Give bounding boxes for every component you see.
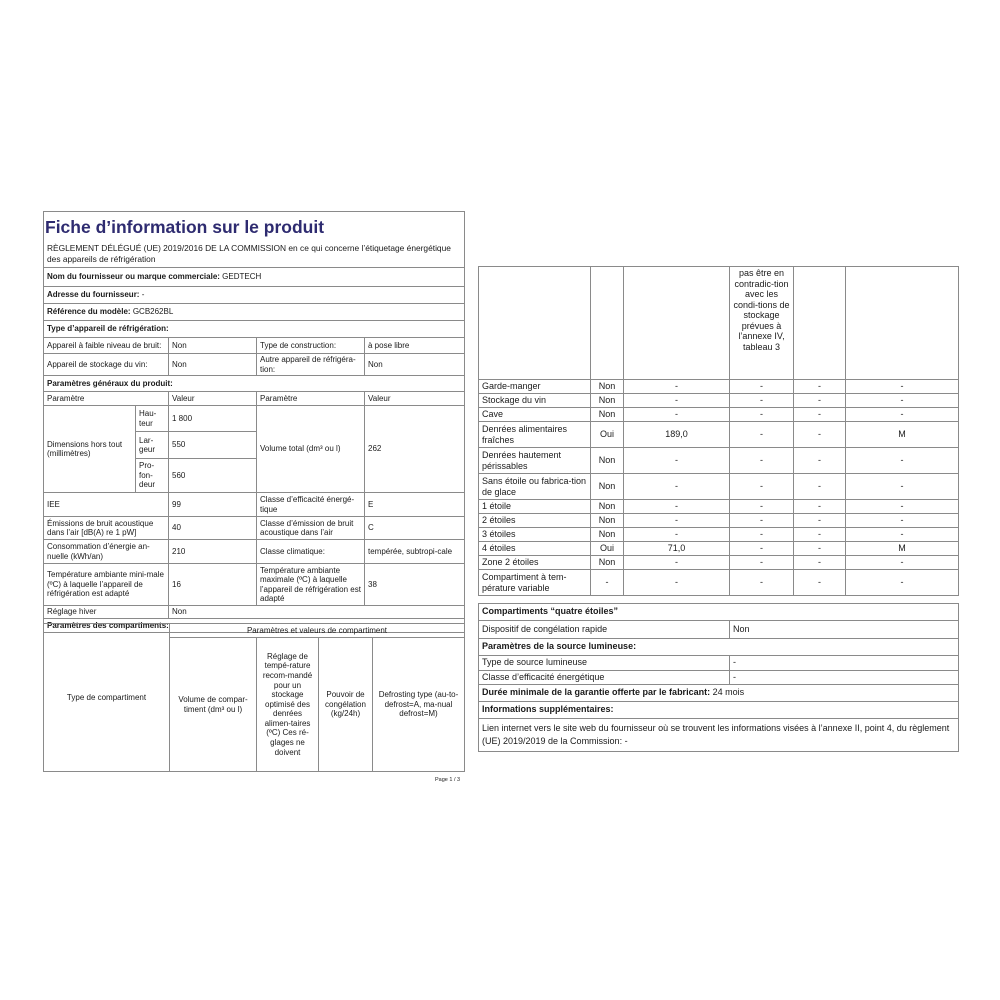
supplier-link-row xyxy=(479,719,959,752)
continued-type-cell xyxy=(479,267,591,380)
compartment-name: 2 étoiles xyxy=(479,514,591,528)
energy-class-value: E xyxy=(365,493,465,517)
col-compartment-type: Type de compartiment xyxy=(44,624,170,772)
col-freezing-capacity: Pouvoir de congélation (kg/24h) xyxy=(319,638,373,772)
address-row xyxy=(44,287,465,304)
compartment-temp: - xyxy=(730,422,794,448)
compartment-temp: - xyxy=(730,394,794,408)
compartment-present: Non xyxy=(591,556,624,570)
compartment-volume: - xyxy=(624,570,730,596)
address-label: Adresse du fournisseur: xyxy=(47,290,140,300)
compartment-defrost: M xyxy=(846,542,959,556)
compartment-defrost: - xyxy=(846,556,959,570)
max-temp-value: 38 xyxy=(365,564,465,606)
fast-freeze-value: Non xyxy=(730,621,959,639)
compartment-defrost: - xyxy=(846,474,959,500)
compartment-present: - xyxy=(591,570,624,596)
light-class-label: Classe d’efficacité énergétique xyxy=(479,671,730,685)
min-temp-label: Température ambiante mini-male (ºC) à laquelle l’appareil de réfrigération est adapté xyxy=(44,564,169,606)
extra-info-header: Informations supplémentaires: xyxy=(479,702,959,719)
compartment-temp: - xyxy=(730,556,794,570)
continued-temp-note: pas être en contradic-tion avec les condi-tions de stockage prévues à l’annexe IV, tableau 3 xyxy=(730,267,794,380)
compartment-volume: - xyxy=(624,474,730,500)
supplier-link-text: Lien internet vers le site web du fournisseur où se trouvent les informations visées à l’annexe II, point 4, du règlement (UE) 2019/2019 de la Commission: xyxy=(482,723,950,746)
compartment-volume: 189,0 xyxy=(624,422,730,448)
compartment-volume: - xyxy=(624,394,730,408)
continued-volume-cell xyxy=(624,267,730,380)
compartment-freezing: - xyxy=(794,542,846,556)
col-defrosting-type: Defrosting type (au-to-defrost=A, ma-nual defrost=M) xyxy=(373,638,465,772)
supplier-label: Nom du fournisseur ou marque commerciale: xyxy=(47,272,220,282)
table-row xyxy=(479,556,959,570)
compartment-temp: - xyxy=(730,570,794,596)
compartment-name: 3 étoiles xyxy=(479,528,591,542)
compartment-temp: - xyxy=(730,528,794,542)
compartment-defrost: M xyxy=(846,422,959,448)
warranty-label: Durée minimale de la garantie offerte par le fabricant: xyxy=(482,687,711,698)
consumption-value: 210 xyxy=(169,540,257,564)
compartment-name: Cave xyxy=(479,408,591,422)
compartment-volume: - xyxy=(624,448,730,474)
noise-class-label: Classe d’émission de bruit acoustique dans l’air xyxy=(257,517,365,540)
winter-setting-value: Non xyxy=(169,606,465,619)
iee-value: 99 xyxy=(169,493,257,517)
height-label: Hau-teur xyxy=(136,406,169,432)
light-type-value: - xyxy=(730,656,959,671)
col-compartment-volume: Volume de compar-timent (dm³ ou l) xyxy=(170,638,257,772)
table-row xyxy=(479,500,959,514)
compartment-defrost: - xyxy=(846,380,959,394)
other-appliance-label: Autre appareil de réfrigéra-tion: xyxy=(257,354,365,376)
winter-setting-label: Réglage hiver xyxy=(44,606,169,619)
compartment-freezing: - xyxy=(794,528,846,542)
compartment-freezing: - xyxy=(794,556,846,570)
compartment-temp: - xyxy=(730,474,794,500)
low-noise-label: Appareil à faible niveau de bruit: xyxy=(44,338,169,354)
compartment-present: Non xyxy=(591,408,624,422)
noise-value: 40 xyxy=(169,517,257,540)
compartment-temp: - xyxy=(730,380,794,394)
low-noise-value: Non xyxy=(169,338,257,354)
table-row xyxy=(479,408,959,422)
energy-class-label: Classe d’efficacité énergé-tique xyxy=(257,493,365,517)
compartment-volume: 71,0 xyxy=(624,542,730,556)
compartment-name: Garde-manger xyxy=(479,380,591,394)
wine-value: Non xyxy=(169,354,257,376)
compartment-name: 4 étoiles xyxy=(479,542,591,556)
max-temp-label: Température ambiante maximale (ºC) à laquelle l’appareil de réfrigération est adapté xyxy=(257,564,365,606)
consumption-label: Consommation d’énergie an-nuelle (kWh/an) xyxy=(44,540,169,564)
product-info-table xyxy=(43,267,465,633)
light-source-header: Paramètres de la source lumineuse: xyxy=(479,639,959,656)
construction-label: Type de construction: xyxy=(257,338,365,354)
compartment-name: Denrées hautement périssables xyxy=(479,448,591,474)
compartment-freezing: - xyxy=(794,570,846,596)
compartment-defrost: - xyxy=(846,528,959,542)
compartment-freezing: - xyxy=(794,422,846,448)
continued-present-cell xyxy=(591,267,624,380)
table-row xyxy=(479,380,959,394)
climate-class-value: tempérée, subtropi-cale xyxy=(365,540,465,564)
noise-class-value: C xyxy=(365,517,465,540)
appliance-type-header: Type d’appareil de réfrigération: xyxy=(44,321,465,338)
page-number: Page 1 / 3 xyxy=(435,777,461,783)
general-params-header: Paramètres généraux du produit: xyxy=(44,376,465,392)
climate-class-label: Classe climatique: xyxy=(257,540,365,564)
col-value: Valeur xyxy=(169,392,257,406)
compartment-present: Non xyxy=(591,394,624,408)
model-value: GCB262BL xyxy=(132,307,174,317)
compartment-freezing: - xyxy=(794,394,846,408)
compartment-volume: - xyxy=(624,380,730,394)
compartment-defrost: - xyxy=(846,448,959,474)
compartment-name: Compartiment à tem-pérature variable xyxy=(479,570,591,596)
table-row xyxy=(479,570,959,596)
noise-label: Émissions de bruit acoustique dans l’air [dB(A) re 1 pW] xyxy=(44,517,169,540)
compartment-defrost: - xyxy=(846,570,959,596)
compartment-freezing: - xyxy=(794,474,846,500)
supplier-row xyxy=(44,268,465,287)
compartment-header-table xyxy=(43,623,465,772)
compartment-present: Non xyxy=(591,514,624,528)
height-value: 1 800 xyxy=(169,406,257,432)
compartment-temp: - xyxy=(730,500,794,514)
compartment-freezing: - xyxy=(794,408,846,422)
compartment-temp: - xyxy=(730,448,794,474)
col-param: Paramètre xyxy=(44,392,169,406)
supplier-value: GEDTECH xyxy=(222,272,262,282)
depth-value: 560 xyxy=(169,459,257,493)
volume-label: Volume total (dm³ ou l) xyxy=(257,406,365,493)
compartment-freezing: - xyxy=(794,500,846,514)
compartment-name: Sans étoile ou fabrica-tion de glace xyxy=(479,474,591,500)
compartment-name: Denrées alimentaires fraîches xyxy=(479,422,591,448)
compartment-defrost: - xyxy=(846,500,959,514)
light-class-value: - xyxy=(730,671,959,685)
compartment-present: Oui xyxy=(591,542,624,556)
construction-value: à pose libre xyxy=(365,338,465,354)
compartment-present: Non xyxy=(591,500,624,514)
compartment-values-table xyxy=(478,266,959,596)
compartment-freezing: - xyxy=(794,448,846,474)
fast-freeze-label: Dispositif de congélation rapide xyxy=(479,621,730,639)
compartment-volume: - xyxy=(624,500,730,514)
table-row xyxy=(479,394,959,408)
compartment-temp: - xyxy=(730,408,794,422)
compartment-name: Stockage du vin xyxy=(479,394,591,408)
compartment-volume: - xyxy=(624,408,730,422)
document-title: Fiche d’information sur le produit xyxy=(45,217,325,237)
table-row xyxy=(479,514,959,528)
compartment-name: Zone 2 étoiles xyxy=(479,556,591,570)
compartment-name: 1 étoile xyxy=(479,500,591,514)
compartment-present: Non xyxy=(591,380,624,394)
width-value: 550 xyxy=(169,432,257,459)
table-row xyxy=(479,528,959,542)
table-row xyxy=(479,542,959,556)
wine-label: Appareil de stockage du vin: xyxy=(44,354,169,376)
compartment-temp: - xyxy=(730,514,794,528)
iee-label: IEE xyxy=(44,493,169,517)
compartment-present: Non xyxy=(591,474,624,500)
compartment-freezing: - xyxy=(794,380,846,394)
regulation-subtitle: RÈGLEMENT DÉLÉGUÉ (UE) 2019/2016 DE LA COMMISSION en ce qui concerne l’étiquetage énergétique des appareils de réfrigération xyxy=(47,243,451,264)
compartment-present: Non xyxy=(591,528,624,542)
light-type-label: Type de source lumineuse xyxy=(479,656,730,671)
depth-label: Pro-fon-deur xyxy=(136,459,169,493)
col-value-2: Valeur xyxy=(365,392,465,406)
model-label: Référence du modèle: xyxy=(47,307,131,317)
table-row xyxy=(479,448,959,474)
address-value: - xyxy=(141,290,145,300)
four-star-header: Compartiments “quatre étoiles” xyxy=(479,604,959,621)
compartment-temp: - xyxy=(730,542,794,556)
supplier-link-value: - xyxy=(624,736,628,746)
compartment-values-header: Paramètres et valeurs de compartiment xyxy=(170,624,465,638)
compartment-present: Non xyxy=(591,448,624,474)
continued-defrost-cell xyxy=(846,267,959,380)
model-row xyxy=(44,304,465,321)
warranty-value: 24 mois xyxy=(712,687,745,698)
col-param-2: Paramètre xyxy=(257,392,365,406)
compartment-volume: - xyxy=(624,556,730,570)
compartments-header: Paramètres des compartiments: xyxy=(44,619,465,633)
compartment-defrost: - xyxy=(846,394,959,408)
warranty-row xyxy=(479,685,959,702)
table-row xyxy=(479,474,959,500)
continued-freeze-cell xyxy=(794,267,846,380)
min-temp-value: 16 xyxy=(169,564,257,606)
compartment-volume: - xyxy=(624,528,730,542)
compartment-defrost: - xyxy=(846,408,959,422)
additional-info-table xyxy=(478,603,959,752)
width-label: Lar-geur xyxy=(136,432,169,459)
other-appliance-value: Non xyxy=(365,354,465,376)
table-row xyxy=(479,422,959,448)
volume-value: 262 xyxy=(365,406,465,493)
compartment-defrost: - xyxy=(846,514,959,528)
compartment-present: Oui xyxy=(591,422,624,448)
compartment-freezing: - xyxy=(794,514,846,528)
dimensions-label: Dimensions hors tout (millimètres) xyxy=(44,406,136,493)
col-recommended-temp: Réglage de tempé-rature recom-mandé pour un stockage optimisé des denrées alimen-taires (ºC) Ces ré-glages ne doivent xyxy=(257,638,319,772)
compartment-volume: - xyxy=(624,514,730,528)
